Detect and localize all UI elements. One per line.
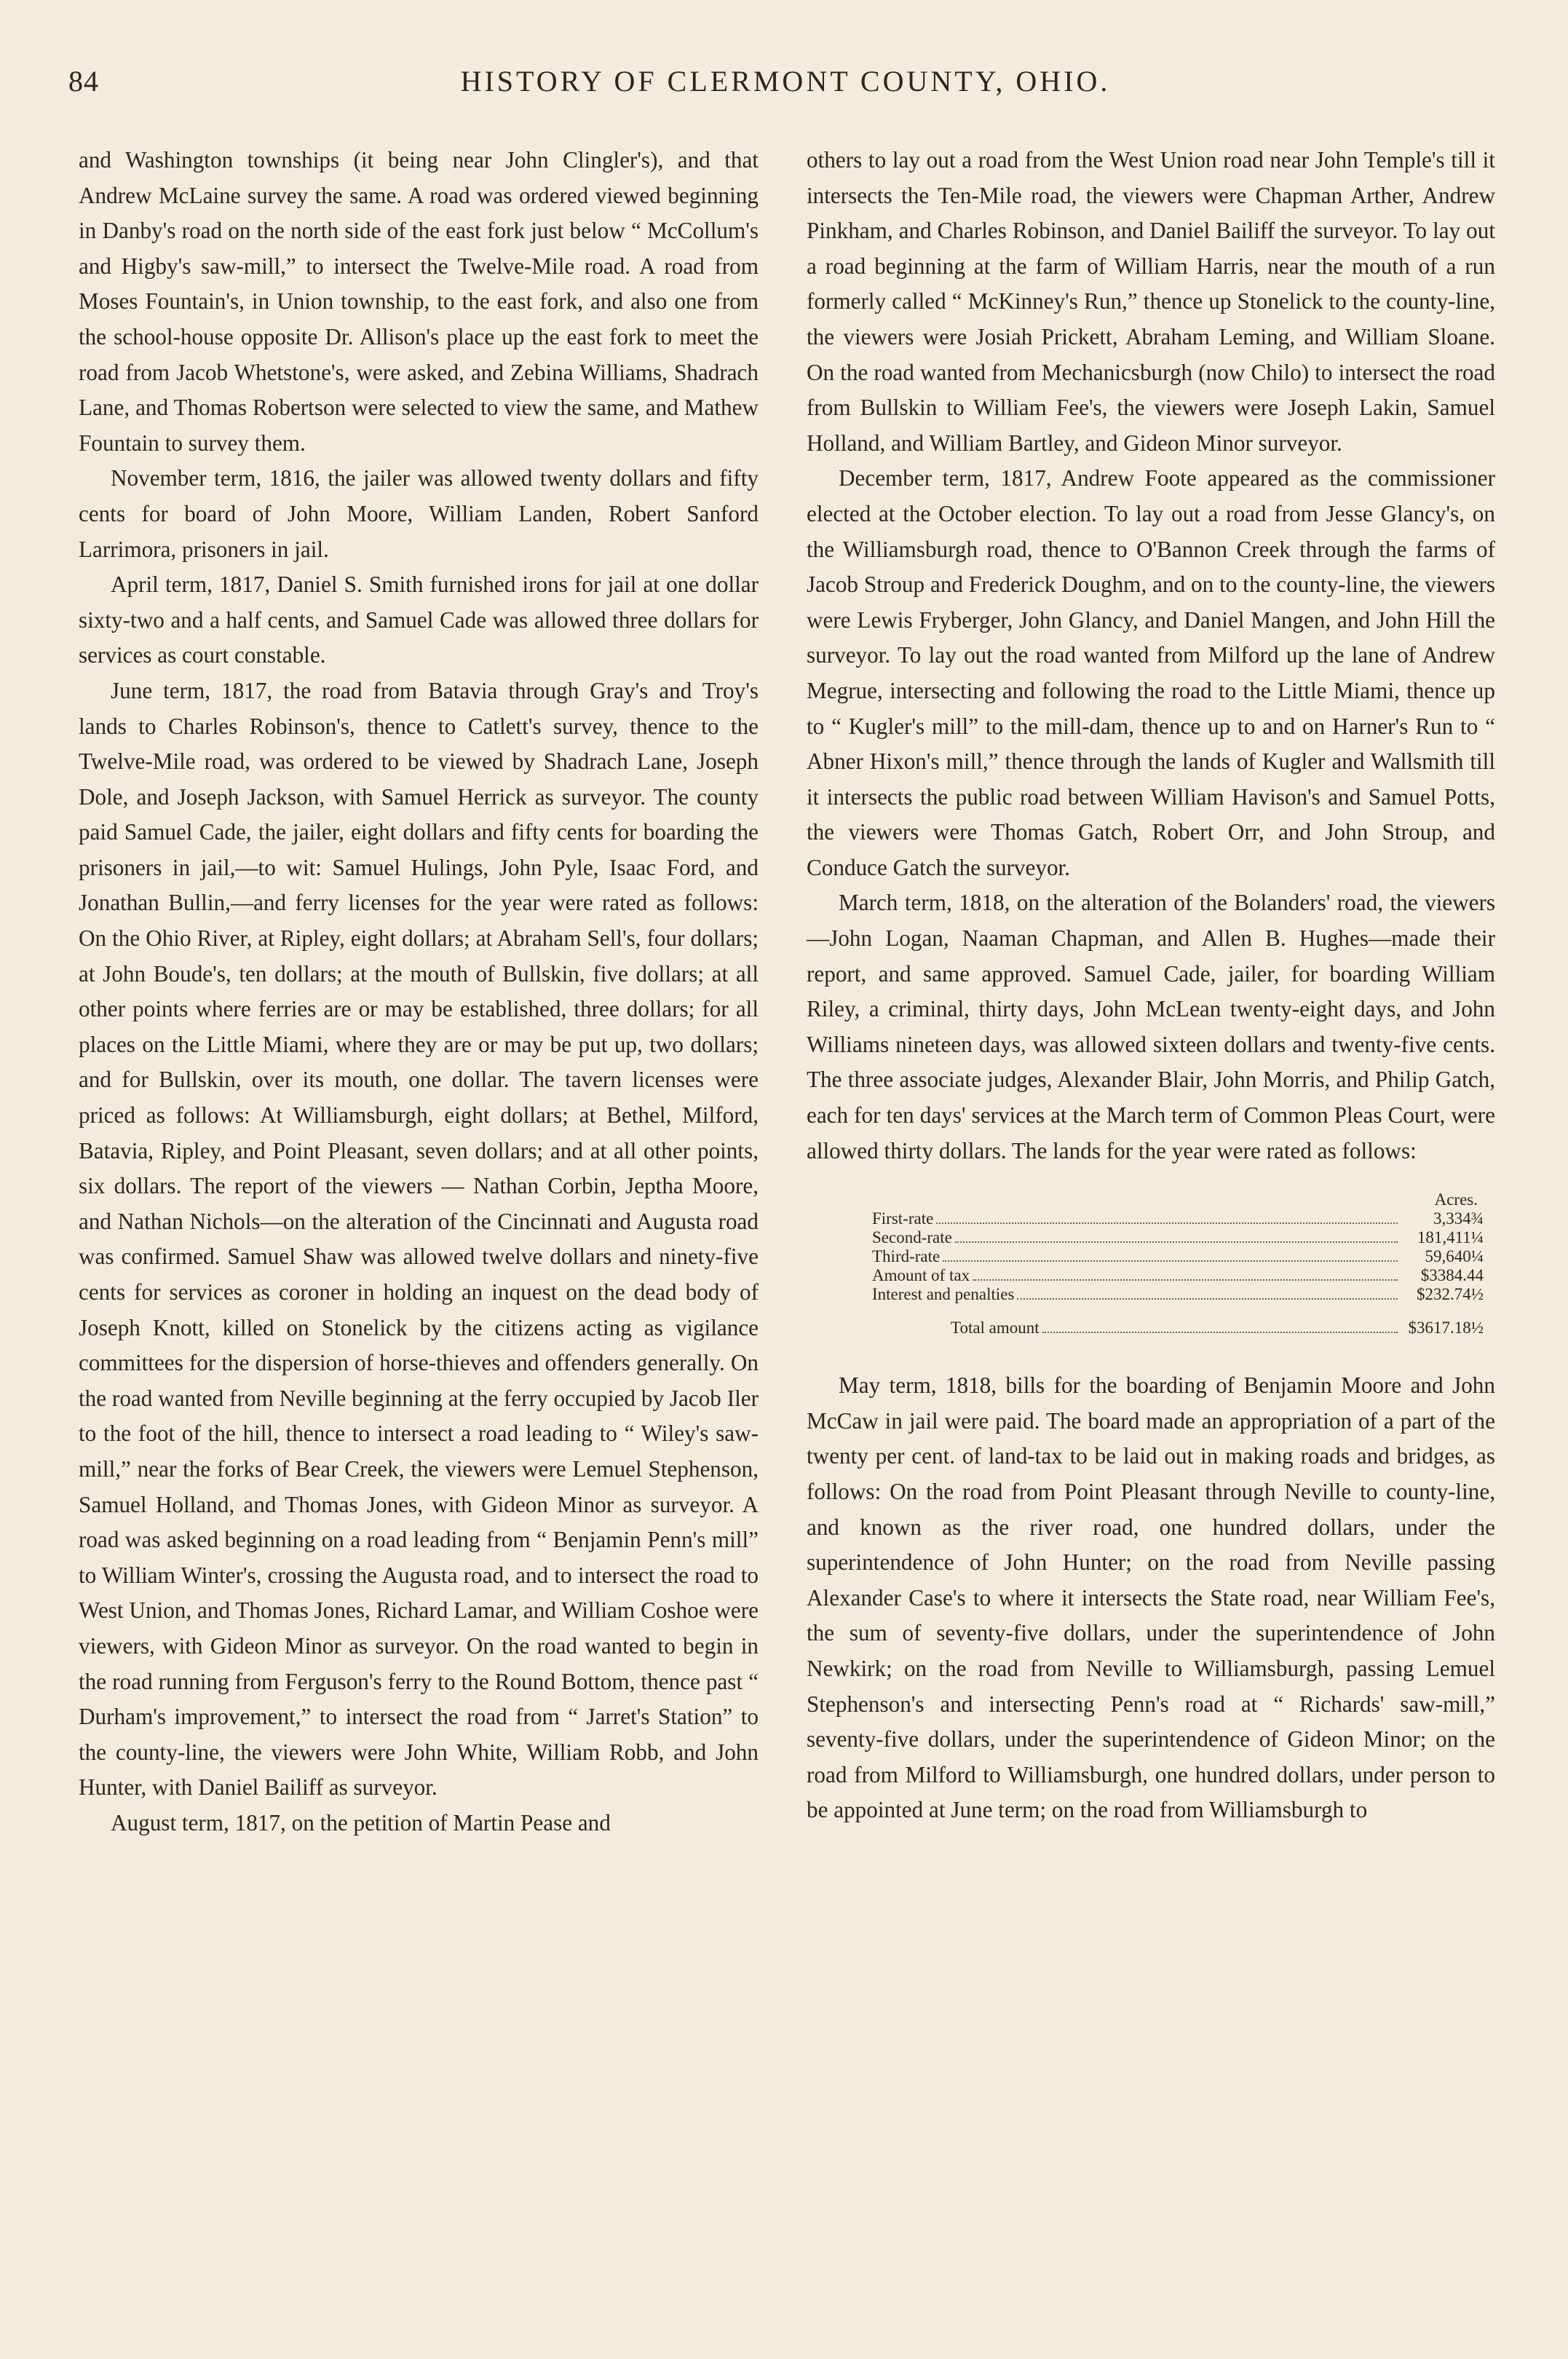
rates-total-value: $3617.18½ xyxy=(1408,1319,1484,1337)
rates-row xyxy=(872,1266,1484,1285)
paragraph: April term, 1817, Daniel S. Smith furnished irons for jail at one dollar sixty-two and a half cents, and Samuel Cade was allowed three dollars for services as court constable. xyxy=(79,572,759,668)
rates-value: $3384.44 xyxy=(1420,1266,1484,1285)
rates-row xyxy=(872,1247,1484,1266)
left-column xyxy=(79,143,759,1841)
rates-value: 3,334¾ xyxy=(1433,1209,1484,1228)
rates-label: Amount of tax xyxy=(872,1266,970,1285)
rates-label: Second-rate xyxy=(872,1228,952,1247)
rates-label: First-rate xyxy=(872,1209,934,1228)
paragraph: and Washington townships (it being near John Clingler's), and that Andrew McLaine survey the same. A road was ordered viewed beginning in Danby's road on the north side of the east fork just below “ McCollum's and Higby's saw-mill,” to intersect the Twelve-Mile road. A road from Moses Fountain's, in Union township, to the east fork, and also one from the school-house opposite Dr. Allison's place up the east fork to meet the road from Jacob Whetstone's, were asked, and Zebina Williams, Shadrach Lane, and Thomas Robertson were selected to view the same, and Mathew Fountain to survey them. xyxy=(79,147,759,456)
rates-row xyxy=(872,1285,1484,1304)
leader-dots xyxy=(955,1241,1398,1243)
leader-dots xyxy=(1042,1332,1398,1333)
paragraph: June term, 1817, the road from Batavia through Gray's and Troy's lands to Charles Robinson's, thence to Catlett's survey, thence to the Twelve-Mile road, was ordered to be viewed by Shadrach Lane, Joseph Dole, and Joseph Jackson, with Samuel Herrick as surveyor. The county paid Samuel Cade, the jailer, eight dollars and fifty cents for boarding the prisoners in jail,—to wit: Samuel Hulings, John Pyle, Isaac Ford, and Jonathan Bullin,—and ferry licenses for the year were rated as follows: On the Ohio River, at Ripley, eight dollars; at Abraham Sell's, four dollars; at John Boude's, ten dollars; at the mouth of Bullskin, five dollars; at all other points where ferries are or may be established, three dollars; for all places on the Little Miami, where they are or may be put up, two dollars; and for Bullskin, over its mouth, one dollar. The tavern licenses were priced as follows: At Williamsburgh, eight dollars; at Bethel, Milford, Batavia, Ripley, and Point Pleasant, seven dollars; and at all other points, six dollars. The report of the viewers — Nathan Corbin, Jeptha Moore, and Nathan Nichols—on the alteration of the Cincinnati and Augusta road was confirmed. Samuel Shaw was allowed twelve dollars and ninety-five cents for services as coroner in holding an inquest on the dead body of Joseph Knott, killed on Stonelick by the citizens acting as vigilance committees for the dispersion of horse-thieves and offenders generally. On the road wanted from Neville beginning at the ferry occupied by Jacob Iler to the foot of the hill, thence to intersect a road leading to “ Wiley's saw-mill,” near the forks of Bear Creek, the viewers were Lemuel Stephenson, Samuel Holland, and Thomas Jones, with Gideon Minor as surveyor. A road was asked beginning on a road leading from “ Benjamin Penn's mill” to William Winter's, crossing the Augusta road, and to intersect the road to West Union, and Thomas Jones, Richard Lamar, and William Coshoe were viewers, with Gideon Minor as surveyor. On the road wanted to begin in the road running from Ferguson's ferry to the Round Bottom, thence past “ Durham's improvement,” to intersect the road from “ Jarret's Station” to the county-line, the viewers were John White, William Robb, and John Hunter, with Daniel Bailiff as surveyor. xyxy=(79,677,759,1801)
rates-value: 181,411¼ xyxy=(1417,1228,1484,1247)
paragraph: November term, 1816, the jailer was allowed twenty dollars and fifty cents for board of John Moore, William Landen, Robert Sanford Larrimora, prisoners in jail. xyxy=(79,465,759,562)
rates-row xyxy=(872,1209,1484,1228)
rates-row xyxy=(872,1228,1484,1247)
rates-value: 59,640¼ xyxy=(1425,1247,1484,1266)
rates-label: Interest and penalties xyxy=(872,1285,1015,1304)
page-header xyxy=(68,64,1502,108)
paragraph: December term, 1817, Andrew Foote appeared as the commissioner elected at the October election. To lay out a road from Jesse Glancy's, on the Williamsburgh road, thence to O'Bannon Creek through the farms of Jacob Stroup and Frederick Doughm, and on to the county-line, the viewers were Lewis Fryberger, John Glancy, and Daniel Mangen, and John Hill the surveyor. To lay out the road wanted from Milford up the lane of Andrew Megrue, intersecting and following the road to the Little Miami, thence up to “ Kugler's mill” to the mill-dam, thence up to and on Harner's Run to “ Abner Hixon's mill,” thence through the lands of Kugler and Wallsmith till it intersects the public road between William Havison's and Samuel Potts, the viewers were Thomas Gatch, Robert Orr, and John Stroup, and Conduce Gatch the surveyor. xyxy=(807,465,1495,880)
land-rates-table xyxy=(872,1190,1484,1337)
page-number: 84 xyxy=(68,65,99,98)
right-column xyxy=(807,143,1495,1828)
paragraph: others to lay out a road from the West Union road near John Temple's till it intersects the Ten-Mile road, the viewers were Chapman Arther, Andrew Pinkham, and Charles Robinson, and Daniel Bailiff the surveyor. To lay out a road beginning at the farm of William Harris, near the mouth of a run formerly called “ McKinney's Run,” thence up Stonelick to the county-line, the viewers were Josiah Prickett, Abraham Leming, and William Sloane. On the road wanted from Mechanicsburgh (now Chilo) to intersect the road from Bullskin to William Fee's, the viewers were Joseph Lakin, Samuel Holland, and William Bartley, and Gideon Minor surveyor. xyxy=(807,147,1495,456)
running-title: HISTORY OF CLERMONT COUNTY, OHIO. xyxy=(460,65,1111,98)
rates-unit-header: Acres. xyxy=(1434,1190,1478,1209)
rates-total-label: Total amount xyxy=(951,1319,1040,1337)
paragraph: May term, 1818, bills for the boarding of Benjamin Moore and John McCaw in jail were paid. The board made an appropriation of a part of the twenty per cent. of land-tax to be laid out in making roads and bridges, as follows: On the road from Point Pleasant through Neville to county-line, and known as the river road, one hundred dollars, under the superintendence of John Hunter; on the road from Neville passing Alexander Case's to where it intersects the State road, near William Fee's, the sum of seventy-five dollars, under the superintendence of John Newkirk; on the road from Neville to Williamsburgh, passing Lemuel Stephenson's and intersecting Penn's road at “ Richards' saw-mill,” seventy-five dollars, under the superintendence of Gideon Minor; on the road from Milford to Williamsburgh, one hundred dollars, under person to be appointed at June term; on the road from Williamsburgh to xyxy=(807,1372,1495,1823)
leader-dots xyxy=(973,1279,1398,1281)
leader-dots xyxy=(1017,1298,1398,1300)
leader-dots xyxy=(936,1222,1398,1224)
rates-total-row xyxy=(872,1319,1484,1337)
paragraph: March term, 1818, on the alteration of the Bolanders' road, the viewers—John Logan, Naaman Chapman, and Allen B. Hughes—made their report, and same approved. Samuel Cade, jailer, for boarding William Riley, a criminal, thirty days, John McLean twenty-eight days, and John Williams nineteen days, was allowed sixteen dollars and twenty-five cents. The three associate judges, Alexander Blair, John Morris, and Philip Gatch, each for ten days' services at the March term of Common Pleas Court, were allowed thirty dollars. The lands for the year were rated as follows: xyxy=(807,890,1495,1163)
rates-value: $232.74½ xyxy=(1417,1285,1484,1304)
paragraph: August term, 1817, on the petition of Martin Pease and xyxy=(111,1809,611,1836)
rates-label: Third-rate xyxy=(872,1247,941,1266)
leader-dots xyxy=(943,1260,1398,1262)
